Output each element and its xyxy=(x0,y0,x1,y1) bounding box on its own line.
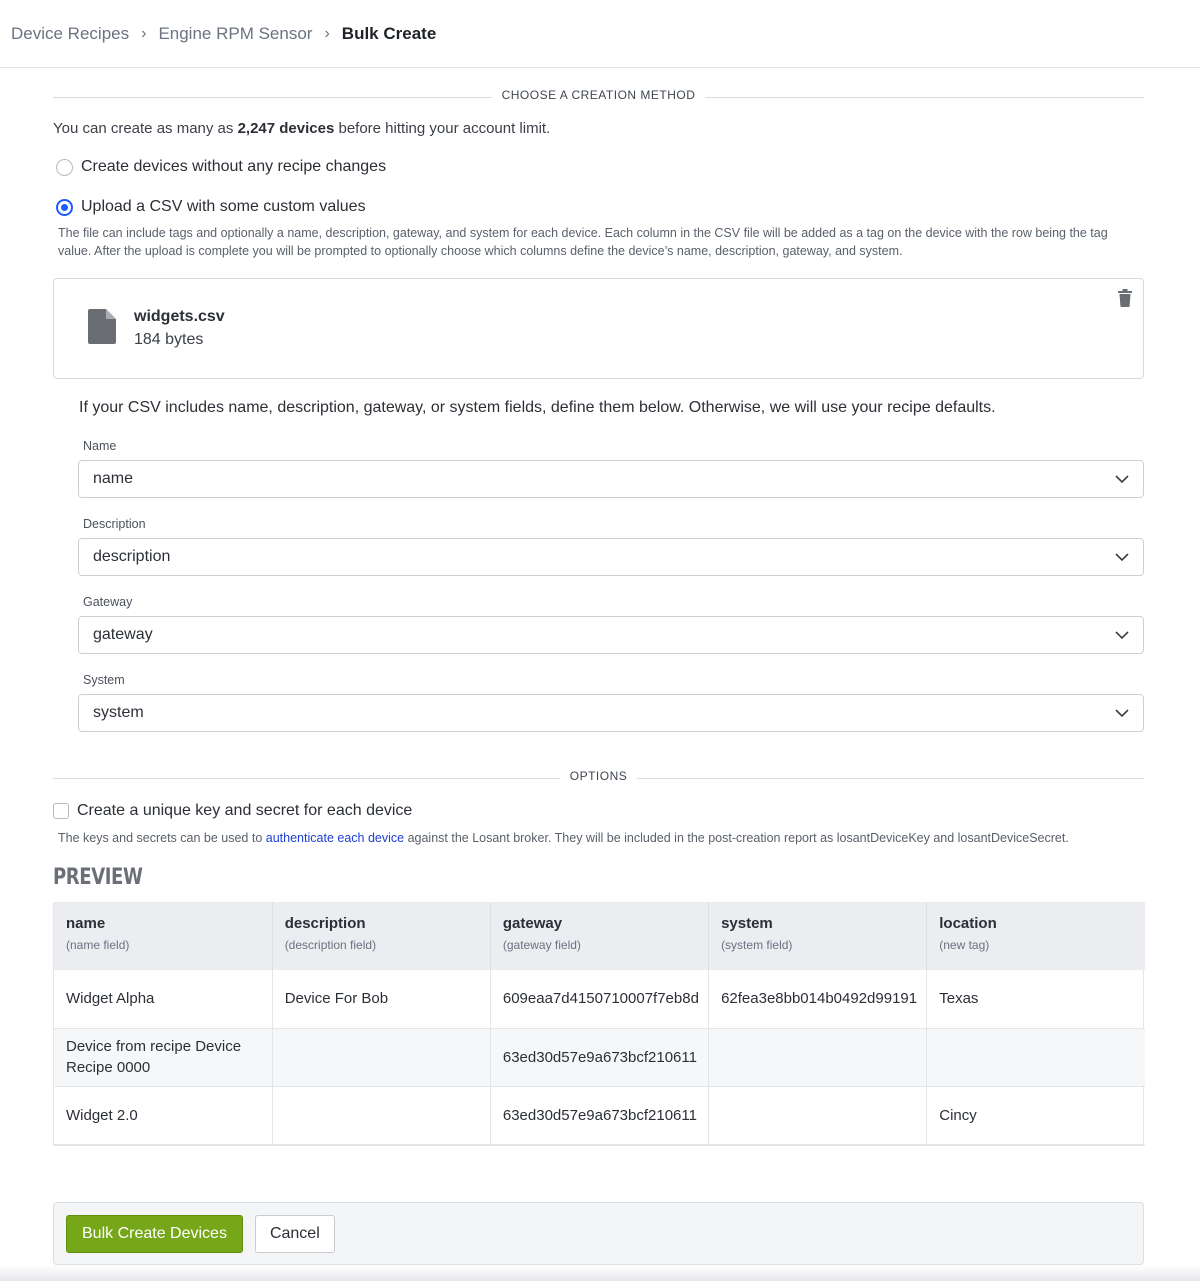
radio-upload-csv[interactable] xyxy=(53,198,1144,216)
limit-count: 2,247 devices xyxy=(237,120,335,137)
column-header-name: name (name field) xyxy=(54,902,272,970)
creation-method-divider xyxy=(53,87,1144,107)
unique-key-help-prefix: The keys and secrets can be used to xyxy=(58,831,263,845)
bulk-create-form xyxy=(53,68,1144,1146)
radio-no-changes-label[interactable]: Create devices without any recipe changes xyxy=(81,158,387,175)
column-header-system: system (system field) xyxy=(709,902,927,970)
unique-key-checkbox[interactable] xyxy=(53,803,69,819)
file-size: 184 bytes xyxy=(134,331,204,348)
description-select[interactable] xyxy=(78,538,1144,576)
table-cell: 62fea3e8bb014b0492d99191 xyxy=(709,970,927,1028)
table-cell: Cincy xyxy=(927,1086,1145,1144)
chevron-down-icon xyxy=(1115,475,1129,483)
table-cell xyxy=(927,1028,1145,1086)
unique-key-label[interactable]: Create a unique key and secret for each device xyxy=(77,802,413,819)
system-select-value: system xyxy=(93,704,144,721)
breadcrumb xyxy=(0,0,1200,68)
cancel-button[interactable]: Cancel xyxy=(255,1215,335,1253)
table-cell: 63ed30d57e9a673bcf210611 xyxy=(490,1086,708,1144)
table-cell: 609eaa7d4150710007f7eb8d xyxy=(490,970,708,1028)
radio-upload-csv-label[interactable]: Upload a CSV with some custom values xyxy=(81,198,366,215)
chevron-down-icon xyxy=(1115,631,1129,639)
limit-prefix: You can create as many as xyxy=(53,120,234,137)
system-field-label: System xyxy=(83,673,125,687)
table-cell: Texas xyxy=(927,970,1145,1028)
table-cell xyxy=(272,1086,490,1144)
gateway-field-label: Gateway xyxy=(83,595,133,609)
name-select-value: name xyxy=(93,470,134,487)
account-limit-text xyxy=(53,120,1144,137)
file-name: widgets.csv xyxy=(134,308,225,325)
breadcrumb-separator: › xyxy=(141,24,147,42)
table-cell: Device For Bob xyxy=(272,970,490,1028)
description-field-label: Description xyxy=(83,517,146,531)
breadcrumb-separator: › xyxy=(324,24,330,42)
creation-method-title: CHOOSE A CREATION METHOD xyxy=(492,88,706,102)
table-row xyxy=(54,970,1145,1028)
options-title: OPTIONS xyxy=(560,769,638,783)
table-cell: Widget Alpha xyxy=(54,970,272,1028)
options-divider xyxy=(53,768,1144,788)
breadcrumb-current: Bulk Create xyxy=(341,23,437,43)
column-header-location: location (new tag) xyxy=(927,902,1145,970)
chevron-down-icon xyxy=(1115,553,1129,561)
csv-help-text: The file can include tags and optionally a name, description, gateway, and system for each device. Each column in the CSV file will be added as a tag on the device with the row being the tag value. After the upload is complete you will be prompted to optionally choose which columns define the device’s name, description, gateway, and system. xyxy=(58,226,1108,258)
description-select-value: description xyxy=(93,548,171,565)
unique-key-help xyxy=(53,829,1144,847)
table-cell: 63ed30d57e9a673bcf210611 xyxy=(490,1028,708,1086)
preview-header-row xyxy=(54,902,1145,970)
preview-title: PREVIEW xyxy=(53,865,143,890)
table-cell xyxy=(709,1086,927,1144)
page-bottom-shadow xyxy=(0,1265,1200,1281)
file-icon xyxy=(88,309,116,344)
radio-no-changes[interactable] xyxy=(53,158,1144,176)
breadcrumb-engine-rpm-sensor[interactable]: Engine RPM Sensor xyxy=(158,23,313,43)
name-select[interactable] xyxy=(78,460,1144,498)
form-actions xyxy=(53,1202,1144,1265)
table-cell: Device from recipe Device Recipe 0000 xyxy=(54,1028,272,1086)
bulk-create-devices-button[interactable]: Bulk Create Devices xyxy=(66,1215,243,1253)
breadcrumb-device-recipes[interactable]: Device Recipes xyxy=(11,23,130,43)
unique-key-option[interactable] xyxy=(53,802,1144,820)
system-select[interactable] xyxy=(78,694,1144,732)
unique-key-help-suffix: against the Losant broker. They will be included in the post-creation report as losantDeviceKey and losantDeviceSecret. xyxy=(407,831,1069,845)
column-header-gateway: gateway (gateway field) xyxy=(490,902,708,970)
table-row xyxy=(54,1086,1145,1144)
csv-mapping-intro: If your CSV includes name, description, gateway, or system fields, define them below. Otherwise, we will use your recipe defaults. xyxy=(79,399,996,416)
chevron-down-icon xyxy=(1115,709,1129,717)
gateway-select-value: gateway xyxy=(93,626,153,643)
gateway-select[interactable] xyxy=(78,616,1144,654)
preview-table xyxy=(53,902,1144,1146)
column-header-description: description (description field) xyxy=(272,902,490,970)
radio-no-changes-button[interactable] xyxy=(56,159,73,176)
table-cell xyxy=(709,1028,927,1086)
limit-suffix: before hitting your account limit. xyxy=(338,120,551,137)
name-field-label: Name xyxy=(83,439,117,453)
authenticate-device-link[interactable]: authenticate each device xyxy=(265,831,405,845)
table-cell: Widget 2.0 xyxy=(54,1086,272,1144)
trash-icon[interactable] xyxy=(1117,289,1133,307)
uploaded-file-card xyxy=(53,278,1144,379)
radio-upload-csv-button[interactable] xyxy=(56,199,73,216)
table-cell xyxy=(272,1028,490,1086)
table-row xyxy=(54,1028,1145,1086)
